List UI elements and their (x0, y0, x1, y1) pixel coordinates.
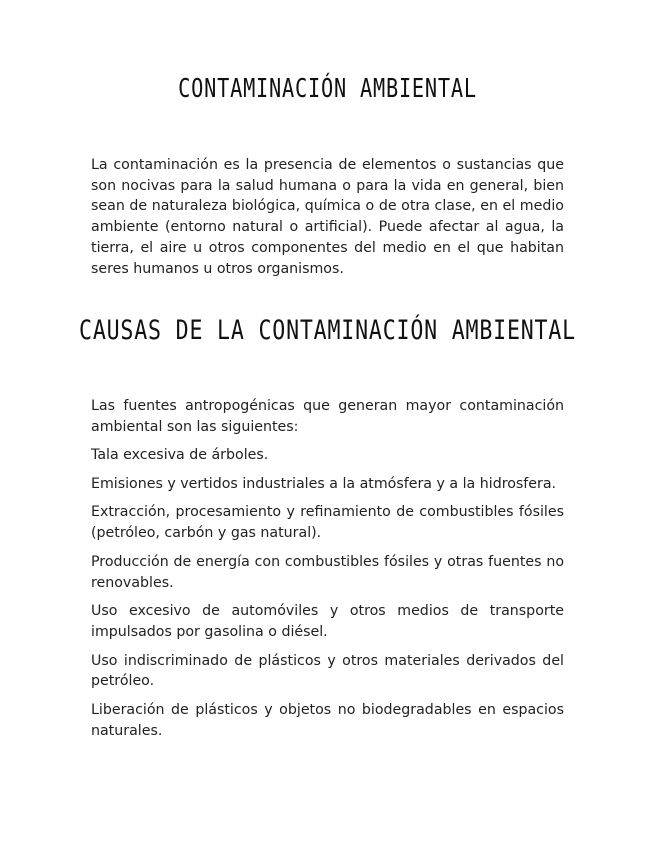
page-title: CONTAMINACIÓN AMBIENTAL (178, 74, 477, 104)
cause-item: Liberación de plásticos y objetos no biodegradables en espacios naturales. (91, 702, 564, 739)
causes-list (91, 445, 564, 749)
cause-item: Emisiones y vertidos industriales a la atmósfera y a la hidrosfera. (91, 475, 557, 492)
cause-item: Producción de energía con combustibles fósiles y otras fuentes no renovables. (91, 553, 564, 591)
intro-paragraph: La contaminación es la presencia de elementos o sustancias que son nocivas para la salud humana o para la vida en general, bien sean de naturaleza biológica, química o de otra clase, en el medio ambiente (entorno natural o artificial). Puede afectar al agua, la tierra, el aire u otros componentes del medio en el que habitan seres humanos u otros organismos. (91, 157, 564, 277)
cause-item: Uso indiscriminado de plásticos y otros materiales derivados del petróleo. (91, 652, 564, 690)
cause-item: Extracción, procesamiento y refinamiento de combustibles fósiles (petróleo, carbón y gas natural). (91, 504, 564, 542)
cause-item: Uso excesivo de automóviles y otros medios de transporte impulsados por gasolina o diésel. (91, 603, 564, 640)
causes-intro-paragraph: Las fuentes antropogénicas que generan mayor contaminación ambiental son las siguientes: (91, 398, 564, 435)
cause-item: Tala excesiva de árboles. (91, 447, 269, 463)
section-title: CAUSAS DE LA CONTAMINACIÓN AMBIENTAL (79, 315, 576, 346)
